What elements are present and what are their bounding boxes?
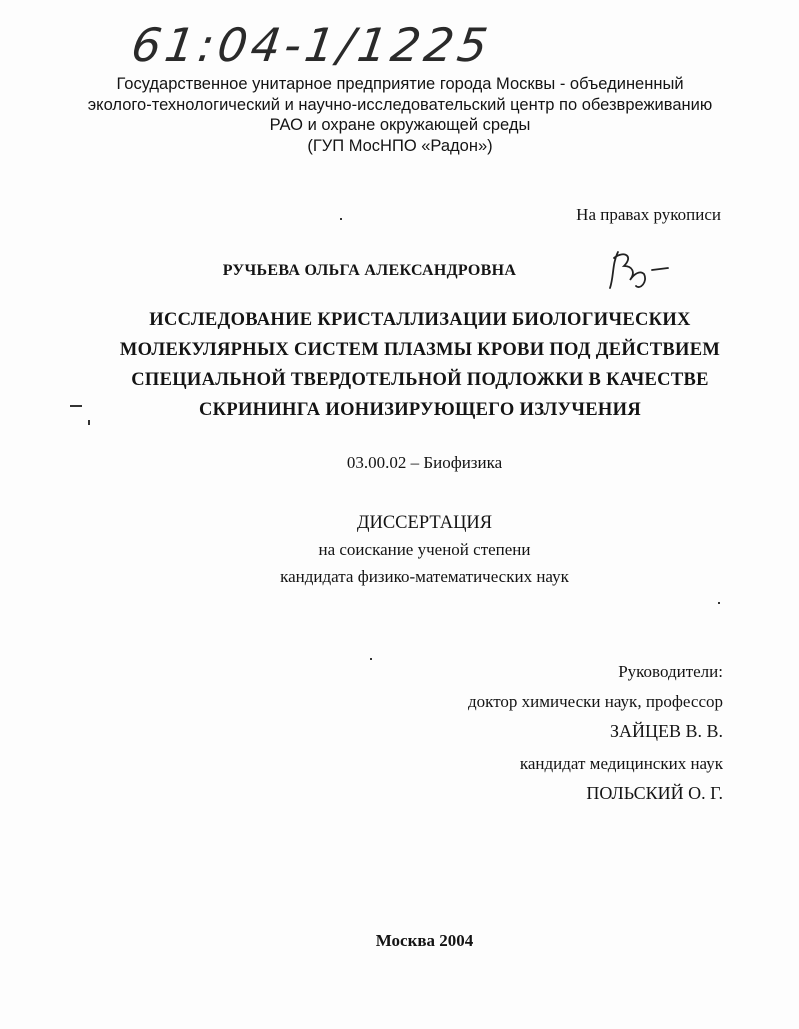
specialty-code: 03.00.02 – Биофизика <box>346 453 503 472</box>
title-line: СПЕЦИАЛЬНОЙ ТВЕРДОТЕЛЬНОЙ ПОДЛОЖКИ В КАЧЕСТВЕ <box>131 370 709 390</box>
supervisor-name: ЗАЙЦЕВ В. В. <box>609 721 723 741</box>
rights-note: На правах рукописи <box>576 205 721 224</box>
city-year: Москва 2004 <box>375 931 474 950</box>
supervisors-block <box>468 662 723 816</box>
archive-number: 61:04-1/1225 <box>128 18 495 72</box>
title-line: МОЛЕКУЛЯРНЫХ СИСТЕМ ПЛАЗМЫ КРОВИ ПОД ДЕЙСТВИЕМ <box>119 340 721 360</box>
scan-speck <box>70 405 82 407</box>
scan-speck <box>718 602 720 604</box>
scan-speck <box>370 658 372 660</box>
author-name: РУЧЬЕВА ОЛЬГА АЛЕКСАНДРОВНА <box>222 262 517 279</box>
supervisors-label: Руководители: <box>618 662 723 681</box>
supervisor-degree: кандидат медицинских наук <box>519 754 723 773</box>
title-line: СКРИНИНГА ИОНИЗИРУЮЩЕГО ИЗЛУЧЕНИЯ <box>199 400 641 420</box>
title-line: ИССЛЕДОВАНИЕ КРИСТАЛЛИЗАЦИИ БИОЛОГИЧЕСКИХ <box>149 310 691 330</box>
author-line <box>0 262 799 280</box>
thesis-block <box>0 510 799 590</box>
scan-speck <box>88 420 90 425</box>
scan-speck <box>340 218 342 220</box>
organization-line: Государственное унитарное предприятие города Москвы - объединенный <box>116 75 684 93</box>
organization-line: РАО и охране окружающей среды <box>269 116 531 134</box>
organization-line: (ГУП МосНПО «Радон») <box>307 136 493 155</box>
thesis-title <box>90 305 750 425</box>
thesis-degree: кандидата физико-математических наук <box>280 567 569 586</box>
thesis-type: ДИССЕРТАЦИЯ <box>356 513 493 533</box>
supervisor-name: ПОЛЬСКИЙ О. Г. <box>586 783 723 803</box>
organization-header <box>60 74 740 156</box>
thesis-purpose: на соискание ученой степени <box>318 540 531 559</box>
signature-icon <box>604 246 674 294</box>
organization-line: эколого-технологический и научно-исследовательский центр по обезвреживанию <box>87 95 713 114</box>
supervisor-degree: доктор химически наук, профессор <box>468 692 723 711</box>
